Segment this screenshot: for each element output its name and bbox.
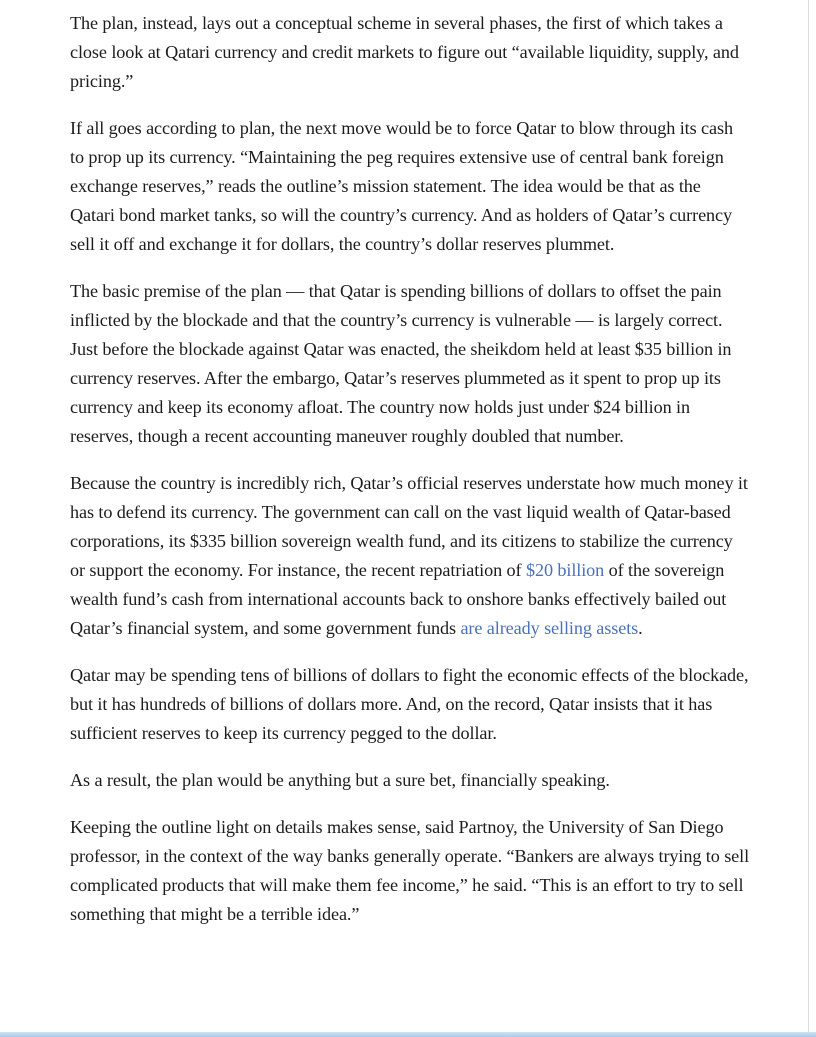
paragraph-4-text-a: Because the country is incredibly rich, Qatar’s official reserves understate how much money it has to defend its currency. The government can call on the vast liquid wealth of Qatar-based corporations, its $335 billion sovereign wealth fund, and its citizens to stabilize the currency or support the economy. For instance, the recent repatriation of [70, 473, 748, 580]
paragraph-4-text-c: . [638, 618, 643, 638]
paragraph-5: Qatar may be spending tens of billions of dollars to fight the economic effects of the blockade, but it has hundreds of billions of dollars more. And, on the record, Qatar insists that it has sufficient reserves to keep its currency pegged to the dollar. [70, 665, 749, 743]
paragraph-3: The basic premise of the plan — that Qatar is spending billions of dollars to offset the pain inflicted by the blockade and that the country’s currency is vulnerable — is largely correct. Just before the blockade against Qatar was enacted, the sheikdom held at least $35 billion in currency reserves. After the embargo, Qatar’s reserves plummeted as it spent to prop up its currency and keep its economy afloat. The country now holds just under $24 billion in reserves, though a recent accounting maneuver roughly doubled that number. [70, 281, 732, 446]
window-bottom-edge [0, 1032, 816, 1037]
article-body [70, 9, 750, 947]
paragraph-7: Keeping the outline light on details makes sense, said Partnoy, the University of San Diego professor, in the context of the way banks generally operate. “Bankers are always trying to sell complicated products that will make them fee income,” he said. “This is an effort to try to sell something that might be a terrible idea.” [70, 817, 750, 924]
paragraph-4 [70, 469, 750, 643]
link-20-billion[interactable]: $20 billion [525, 560, 605, 580]
link-selling-assets[interactable]: are already selling assets [460, 618, 639, 638]
paragraph-1: The plan, instead, lays out a conceptual scheme in several phases, the first of which takes a close look at Qatari currency and credit markets to figure out “available liquidity, supply, and pricing.” [70, 13, 739, 91]
paragraph-4-text-b: of the sovereign wealth fund’s cash from international accounts back to onshore banks effectively bailed out Qatar’s financial system, and some government funds [70, 560, 727, 638]
paragraph-2: If all goes according to plan, the next move would be to force Qatar to blow through its cash to prop up its currency. “Maintaining the peg requires extensive use of central bank foreign exchange reserves,” reads the outline’s mission statement. The idea would be that as the Qatari bond market tanks, so will the country’s currency. And as holders of Qatar’s currency sell it off and exchange it for dollars, the country’s dollar reserves plummet. [70, 118, 733, 254]
paragraph-6: As a result, the plan would be anything but a sure bet, financially speaking. [70, 770, 610, 790]
